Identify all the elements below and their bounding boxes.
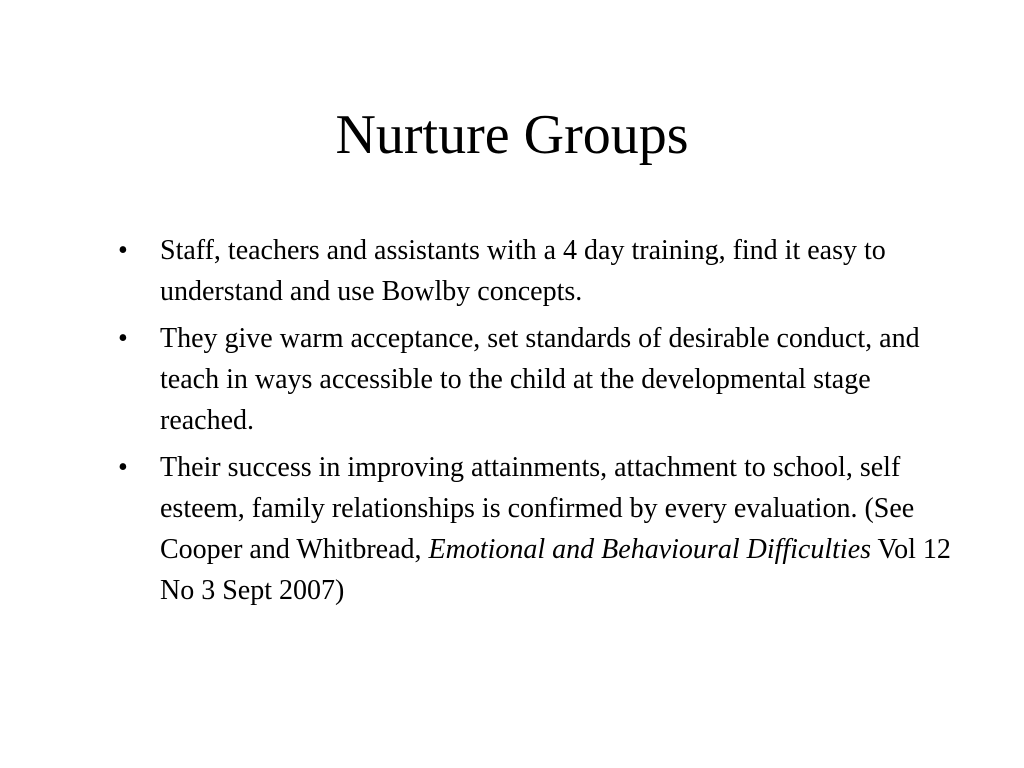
bullet-text-end: Vol 12 No 3 Sept 2007) bbox=[160, 534, 951, 606]
bullet-icon: • bbox=[118, 452, 128, 483]
bullet-icon: • bbox=[118, 323, 128, 354]
bullet-text-start: Their success in improving attainments, attachment to school, self esteem, family relationships is confirmed by every evaluation. (See Cooper and Whitbread, bbox=[160, 452, 915, 565]
bullet-item bbox=[118, 447, 968, 611]
bullet-icon: • bbox=[118, 235, 128, 266]
bullet-text: Staff, teachers and assistants with a 4 day training, find it easy to understand and use Bowlby concepts. bbox=[160, 235, 886, 307]
bullet-item bbox=[118, 318, 968, 441]
bullet-text bbox=[160, 452, 951, 606]
slide-title: Nurture Groups bbox=[335, 104, 689, 166]
journal-title: Emotional and Behavioural Difficulties bbox=[428, 534, 872, 565]
bullet-list bbox=[118, 230, 968, 617]
bullet-item bbox=[118, 230, 968, 312]
bullet-text: They give warm acceptance, set standards of desirable conduct, and teach in ways accessible to the child at the developmental stage reached. bbox=[160, 323, 920, 436]
